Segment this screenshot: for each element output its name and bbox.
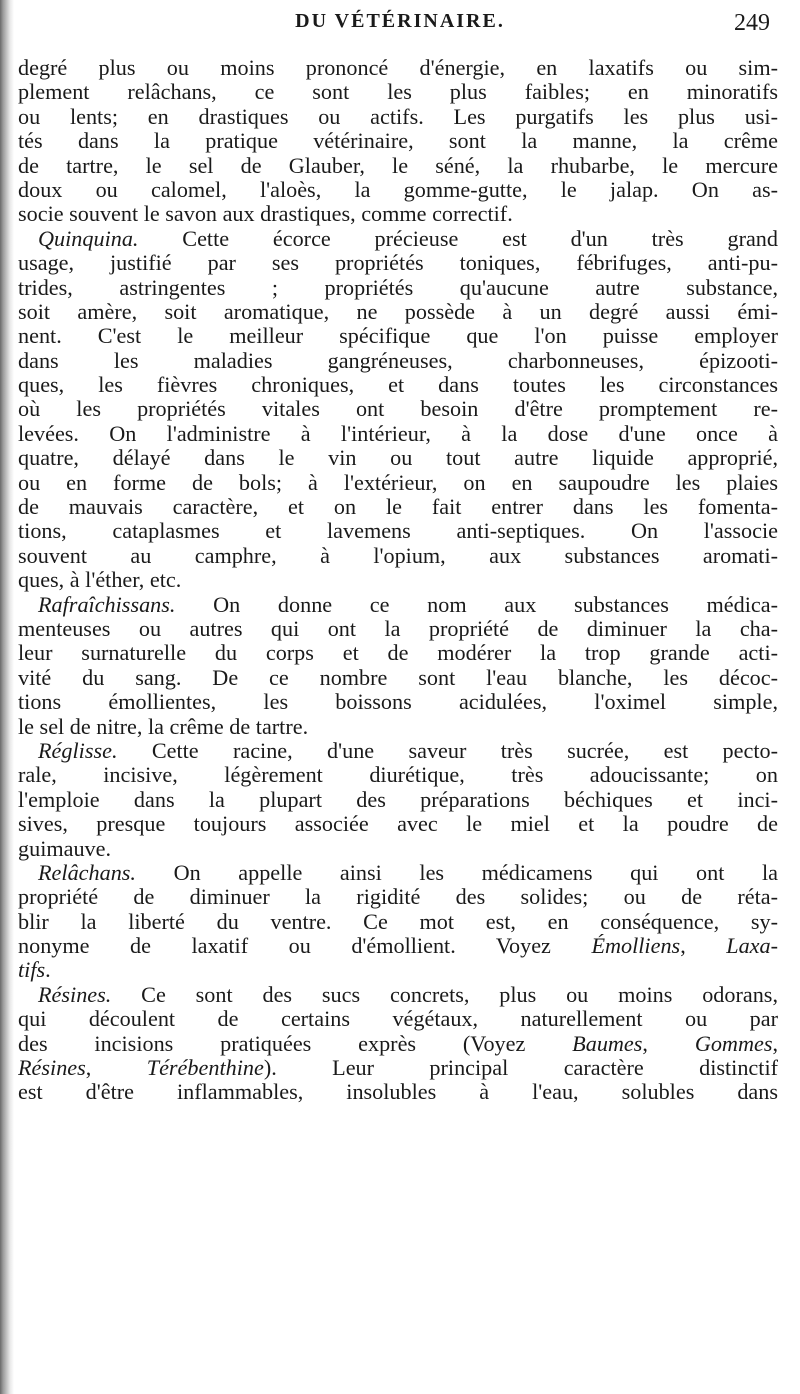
text-line: propriété de diminuer la rigidité des solides; ou de réta-: [18, 884, 778, 910]
cross-reference-terebenthine: Térébenthine: [146, 1055, 264, 1081]
text-segment: ). Leur principal caractère distinctif: [263, 1055, 778, 1081]
text-line: trides, astringentes ; propriétés qu'aucune autre substance,: [18, 274, 778, 300]
text-line: usage, justifié par ses propriétés toniques, fébrifuges, anti-pu-: [18, 250, 778, 276]
entry-heading-quinquina: Quinquina.: [38, 225, 139, 251]
text-line: [18, 958, 778, 982]
entry-text: On donne ce nom aux substances médica-: [175, 591, 778, 617]
text-line: où les propriétés vitales ont besoin d'être promptement re-: [18, 396, 778, 422]
text-line: plement relâchans, ce sont les plus faibles; en minoratifs: [18, 79, 778, 105]
text-line: qui découlent de certains végétaux, naturellement ou par: [18, 1006, 778, 1032]
text-line: est d'être inflammables, insolubles à l'eau, solubles dans: [18, 1079, 778, 1105]
text-line: blir la liberté du ventre. Ce mot est, en conséquence, sy-: [18, 908, 778, 934]
text-segment: des incisions pratiquées exprès (Voyez: [18, 1030, 526, 1056]
text-line: tions, cataplasmes et lavemens anti-septiques. On l'associe: [18, 518, 778, 544]
text-line: vité du sang. De ce nombre sont l'eau blanche, les décoc-: [18, 664, 778, 690]
text-line: de mauvais caractère, et on le fait entrer dans les fomenta-: [18, 494, 778, 520]
text-line: sives, presque toujours associée avec le miel et la poudre de: [18, 811, 778, 837]
entry-text: On appelle ainsi les médicamens qui ont la: [135, 859, 778, 885]
entry-text: Cette racine, d'une saveur très sucrée, est pecto-: [117, 737, 778, 763]
entry-quinquina-first-line: [18, 227, 778, 251]
text-line: guimauve.: [18, 835, 112, 861]
text-line: quatre, délayé dans le vin ou tout autre liquide approprié,: [18, 445, 778, 471]
cross-reference-baumes: Baumes: [572, 1030, 643, 1056]
text-segment: .: [45, 957, 51, 983]
text-line: ou lents; en drastiques ou actifs. Les purgatifs les plus usi-: [18, 103, 778, 129]
text-line: doux ou calomel, l'aloès, la gomme-gutte, le jalap. On as-: [18, 176, 778, 202]
text-line: tés dans la pratique vétérinaire, sont la manne, la crême: [18, 128, 778, 154]
text-segment: ,: [680, 933, 727, 959]
entry-resines-first-line: [18, 983, 778, 1007]
text-segment: ,: [642, 1030, 695, 1056]
text-line: ques, les fièvres chroniques, et dans toutes les circonstances: [18, 372, 778, 398]
entry-text: Cette écorce précieuse est d'un très grand: [138, 225, 778, 251]
entry-heading-resines: Résines.: [38, 981, 112, 1007]
cross-reference-laxatifs: Laxa-: [726, 933, 778, 959]
text-line: ou en forme de bols; à l'extérieur, on en saupoudre les plaies: [18, 469, 778, 495]
text-line: leur surnaturelle du corps et de modérer la trop grande acti-: [18, 640, 778, 666]
text-segment: nonyme de laxatif ou d'émollient. Voyez: [18, 933, 551, 959]
text-line: l'emploie dans la plupart des préparations béchiques et inci-: [18, 786, 778, 812]
page-binding-shadow: [0, 0, 14, 1394]
text-line: degré plus ou moins prononcé d'énergie, en laxatifs ou sim-: [18, 56, 778, 80]
text-line: dans les maladies gangréneuses, charbonneuses, épizooti-: [18, 347, 778, 373]
cross-reference-resines: Résines: [18, 1055, 86, 1081]
text-line: le sel de nitre, la crême de tartre.: [18, 713, 309, 739]
text-line: souvent au camphre, à l'opium, aux substances aromati-: [18, 542, 778, 568]
text-line: rale, incisive, légèrement diurétique, très adoucissante; on: [18, 762, 778, 788]
page-number: 249: [734, 10, 770, 36]
text-line: levées. On l'administre à l'intérieur, à la dose d'une once à: [18, 420, 778, 446]
text-line: de tartre, le sel de Glauber, le séné, la rhubarbe, le mercure: [18, 152, 778, 178]
page-header: [0, 10, 800, 50]
cross-reference-laxatifs-end: tifs: [18, 957, 46, 983]
text-line: tions émollientes, les boissons acidulées, l'oximel simple,: [18, 689, 778, 715]
cross-reference-gommes: Gommes: [694, 1030, 773, 1056]
text-segment: ,: [772, 1030, 778, 1056]
running-head: DU VÉTÉRINAIRE.: [295, 10, 505, 32]
text-line: [18, 1032, 778, 1056]
text-line: soit amère, soit aromatique, ne possède à un degré aussi émi-: [18, 298, 778, 324]
entry-rafraichissans-first-line: [18, 593, 778, 617]
text-segment: ,: [85, 1055, 147, 1081]
entry-relachans-first-line: [18, 861, 778, 885]
text-line: [18, 1056, 778, 1080]
body-text: [18, 56, 778, 1376]
cross-reference-emolliens: Émolliens: [591, 933, 681, 959]
entry-reglisse-first-line: [18, 739, 778, 763]
entry-text: Ce sont des sucs concrets, plus ou moins odorans,: [111, 981, 778, 1007]
entry-heading-reglisse: Réglisse.: [38, 737, 118, 763]
text-line: socie souvent le savon aux drastiques, comme correctif.: [18, 201, 513, 227]
text-line: [18, 934, 778, 958]
entry-heading-rafraichissans: Rafraîchissans.: [38, 591, 176, 617]
text-line: menteuses ou autres qui ont la propriété de diminuer la cha-: [18, 615, 778, 641]
entry-heading-relachans: Relâchans.: [38, 859, 136, 885]
text-line: ques, à l'éther, etc.: [18, 567, 182, 593]
text-line: nent. C'est le meilleur spécifique que l'on puisse employer: [18, 323, 778, 349]
